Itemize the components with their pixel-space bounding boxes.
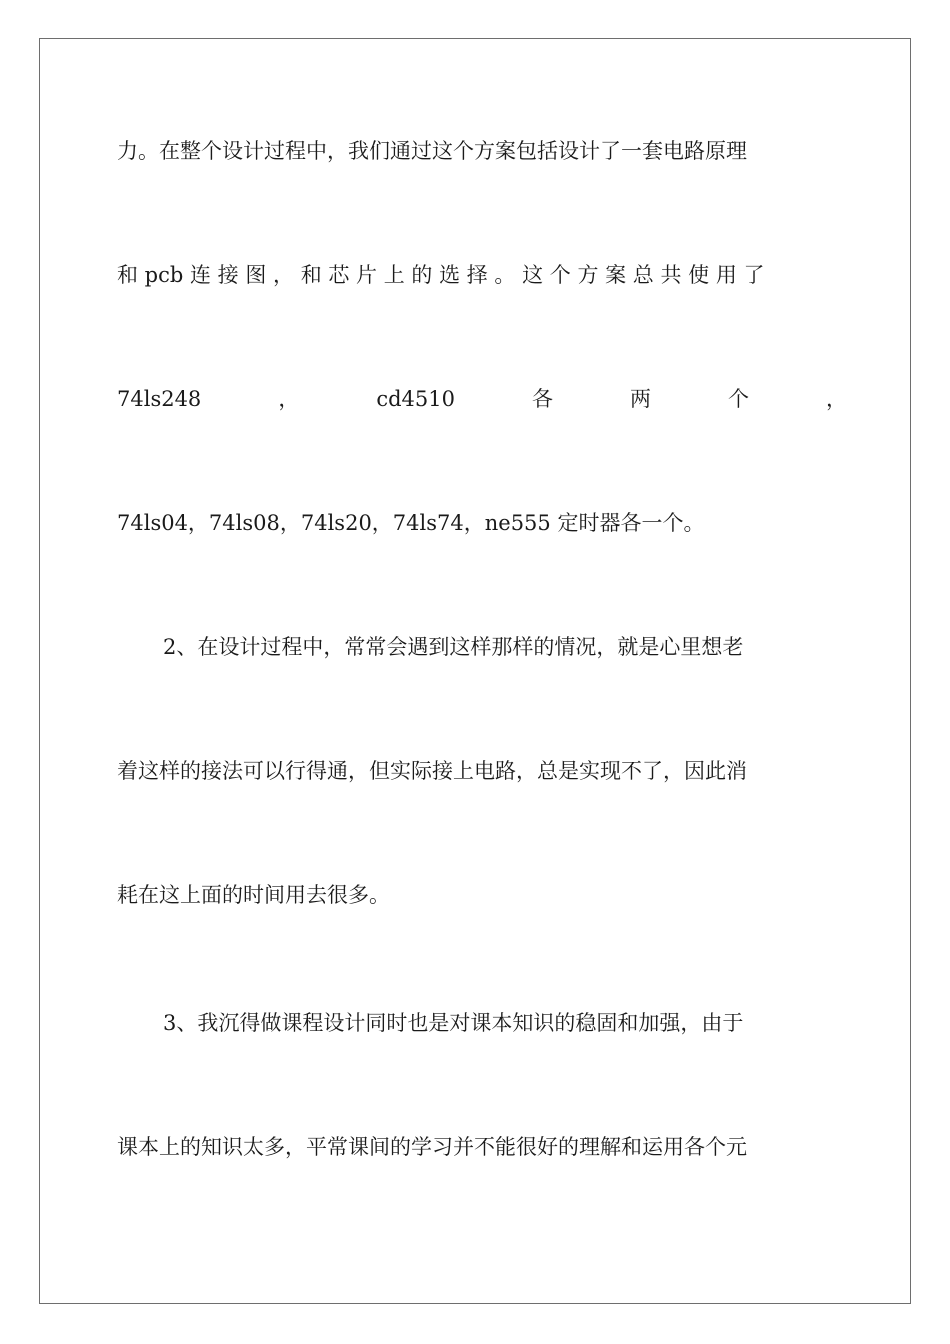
paragraph-3-line-2: 课本上的知识太多，平常课间的学习并不能很好的理解和运用各个元 xyxy=(117,1135,747,1159)
paragraph-line-1: 力。在整个设计过程中，我们通过这个方案包括设计了一套电路原理 xyxy=(117,139,747,163)
paragraph-line-2: 和 pcb 连 接 图 ， 和 芯 片 上 的 选 择 。 这 个 方 案 总 共 使 用 了 xyxy=(117,263,765,287)
comma-2: ， xyxy=(825,387,847,411)
paragraph-2-line-1: 2、在设计过程中，常常会遇到这样那样的情况，就是心里想老 xyxy=(163,635,744,659)
paragraph-2-line-2: 着这样的接法可以行得通，但实际接上电路，总是实现不了，因此消 xyxy=(117,759,747,783)
paragraph-line-4: 74ls04，74ls08，74ls20，74ls74，ne555 定时器各一个。 xyxy=(117,511,705,535)
chip-name-cd4510: cd4510 xyxy=(376,387,455,411)
paragraph-line-3 xyxy=(117,386,847,412)
word-ge-2: 个 xyxy=(727,387,749,411)
chip-name-74ls248: 74ls248 xyxy=(117,387,202,411)
comma: ， xyxy=(278,387,300,411)
word-ge: 各 xyxy=(531,387,553,411)
paragraph-3-line-1: 3、我沉得做课程设计同时也是对课本知识的稳固和加强，由于 xyxy=(163,1011,744,1035)
word-liang: 两 xyxy=(629,387,651,411)
paragraph-2-line-3: 耗在这上面的时间用去很多。 xyxy=(117,883,390,907)
page-border xyxy=(39,38,911,1304)
